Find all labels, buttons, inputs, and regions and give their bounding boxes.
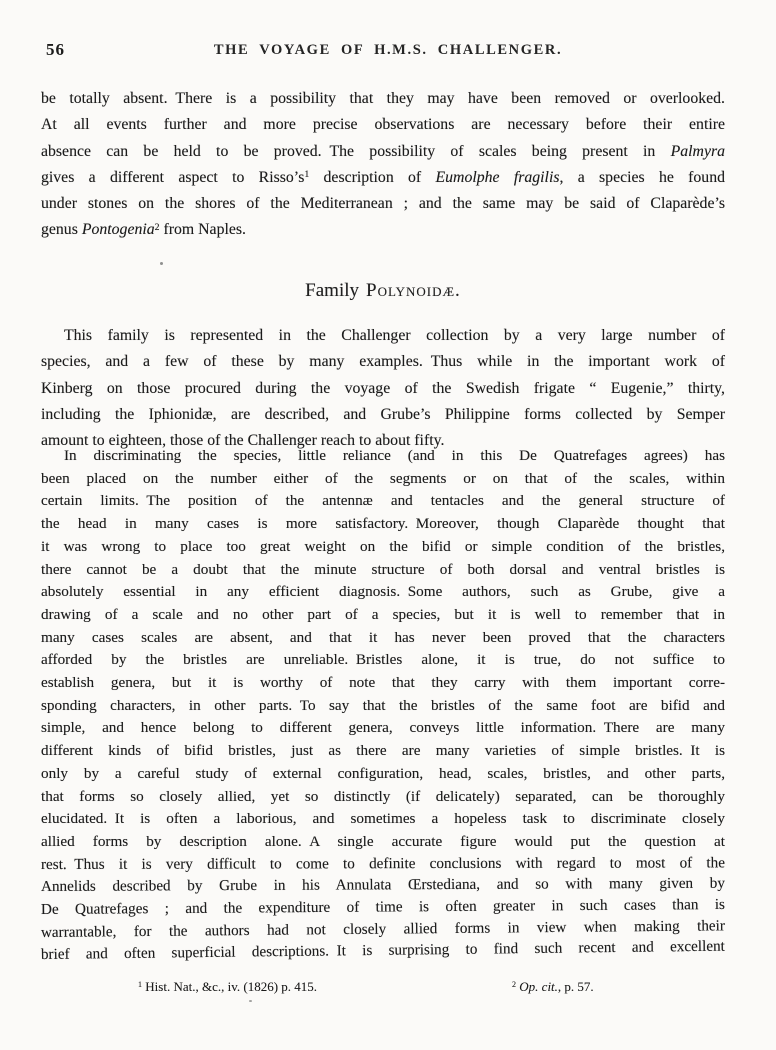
running-title: THE VOYAGE OF H.M.S. CHALLENGER.	[213, 42, 563, 58]
text-run: establish genera, but it is worthy of note that they carry with them important corre-	[41, 674, 725, 692]
text-run: been placed on the number either of the segments or on that of the scales, within	[41, 469, 725, 487]
text-line	[41, 786, 725, 809]
section-heading-family-name: Polynoidæ.	[366, 280, 461, 301]
footnote-marker: 2	[512, 980, 517, 990]
text-run: afforded by the bristles are unreliable. Bristles alone, it is true, do not suffice to	[41, 651, 725, 669]
text-run: De Quatrefages ; and the expenditure of time is often greater in such cases than is	[40, 896, 725, 919]
text-run: from Naples.	[159, 221, 246, 239]
italic-text: Pontogenia	[81, 221, 155, 239]
paragraph	[41, 323, 725, 454]
italic-text: Palmyra	[670, 142, 725, 160]
italic-text: Op. cit.	[519, 979, 558, 994]
scan-speck	[160, 262, 163, 265]
text-line	[41, 559, 725, 582]
text-line	[41, 581, 725, 604]
text-run: This family is represented in the Challenger collection by a very large number of	[64, 327, 725, 344]
text-line	[41, 695, 725, 718]
text-run: warrantable, for the authors had not closely allied forms in view when making their	[40, 917, 725, 941]
text-run: be totally absent. There is a possibility that they may have been removed or overlooked.	[41, 90, 725, 107]
footnote-2	[512, 979, 594, 995]
text-line	[41, 217, 725, 243]
footnote-marker: 2	[154, 222, 160, 234]
text-line	[41, 468, 725, 491]
text-run: there cannot be a doubt that the minute structure of both dorsal and ventral bristles is	[41, 560, 725, 578]
text-run: certain limits. The position of the antennæ and tentacles and the general structure of	[41, 492, 725, 510]
text-run: brief and often superficial descriptions. It is surprising to find such recent and excellent	[40, 938, 725, 964]
text-line	[41, 536, 725, 559]
text-line	[41, 627, 725, 650]
text-run: only by a careful study of external configuration, head, scales, bristles, and other parts,	[41, 764, 725, 782]
footnote-marker: 1	[304, 169, 310, 181]
scan-speck	[249, 1000, 252, 1002]
text-line	[41, 323, 725, 349]
text-line	[41, 349, 725, 375]
footnote-marker: 1	[138, 980, 143, 990]
text-run: gives a different aspect to Risso’s	[41, 168, 305, 186]
text-run: elucidated. It is often a laborious, and sometimes a hopeless task to discriminate closely	[41, 810, 725, 828]
text-run: many cases scales are absent, and that it has never been proved that the characters	[41, 628, 725, 646]
text-line	[41, 191, 725, 217]
text-line	[41, 112, 725, 138]
text-run: absolutely essential in any efficient diagnosis. Some authors, such as Grube, give a	[41, 583, 725, 601]
text-line	[41, 672, 725, 695]
text-line	[41, 86, 725, 112]
section-heading-prefix: Family	[305, 280, 360, 301]
page-number: 56	[46, 40, 65, 59]
text-run: the head in many cases is more satisfactory. Moreover, though Claparède thought that	[41, 515, 725, 533]
paragraph	[41, 445, 725, 967]
text-line	[41, 740, 725, 763]
text-run: sponding characters, in other parts. To say that the bristles of the same foot are bifid and	[41, 696, 725, 714]
text-run: , p. 57.	[557, 979, 594, 994]
italic-text: Eumolphe fragilis	[435, 168, 560, 186]
text-run: In discriminating the species, little reliance (and in this De Quatrefages agrees) has	[64, 447, 725, 464]
text-run: Annelids described by Grube in his Annulata Œrstediana, and so with many given by	[40, 875, 725, 896]
text-line	[41, 490, 725, 513]
text-run: absence can be held to be proved. The possibility of scales being present in	[41, 142, 671, 160]
text-line	[41, 831, 725, 854]
text-line	[41, 649, 725, 672]
text-run: drawing of a scale and no other part of a species, but it is well to remember that in	[41, 605, 725, 623]
text-run: description of	[309, 168, 436, 186]
text-line	[41, 763, 725, 786]
text-run: simple, and hence belong to different genera, conveys little information. There are many	[41, 719, 725, 737]
text-run: it was wrong to place too great weight on the bifid or simple condition of the bristles,	[41, 537, 725, 555]
footnotes	[41, 979, 725, 999]
text-run: under stones on the shores of the Mediterranean ; and the same may be said of Claparède’s	[41, 195, 725, 213]
text-run: allied forms by description alone. A single accurate figure would put the question at	[41, 832, 725, 850]
text-run: species, and a few of these by many examples. Thus while in the important work of	[41, 353, 725, 371]
text-line	[41, 717, 725, 740]
section-heading	[41, 280, 725, 302]
text-line	[41, 402, 725, 428]
paragraph-continuation	[41, 86, 725, 244]
text-run: , a species he found	[559, 168, 726, 186]
text-line	[41, 513, 725, 536]
footnote-1	[138, 979, 317, 995]
text-run: amount to eighteen, those of the Challenger reach to about fifty.	[41, 432, 445, 450]
text-run: Kinberg on those procured during the voyage of the Swedish frigate “ Eugenie,” thirty,	[41, 379, 725, 397]
text-run: Hist. Nat., &c., iv. (1826) p. 415.	[142, 979, 318, 994]
text-run: different kinds of bifid bristles, just as there are many varieties of simple bristles. It is	[41, 742, 725, 760]
text-line	[41, 604, 725, 627]
text-run: including the Iphionidæ, are described, and Grube’s Philippine forms collected by Semper	[41, 405, 725, 423]
text-line	[41, 808, 725, 831]
text-line	[41, 139, 725, 165]
text-line	[41, 445, 725, 468]
text-run: rest. Thus it is very difficult to come to definite conclusions with regard to most of the	[40, 853, 725, 873]
text-line	[41, 165, 725, 191]
text-run: At all events further and more precise observations are necessary before their entire	[41, 116, 725, 134]
text-line	[41, 376, 725, 402]
text-run: that forms so closely allied, yet so distinctly (if delicately) separated, can be thoroughly	[41, 787, 725, 805]
text-run: genus	[41, 221, 82, 239]
